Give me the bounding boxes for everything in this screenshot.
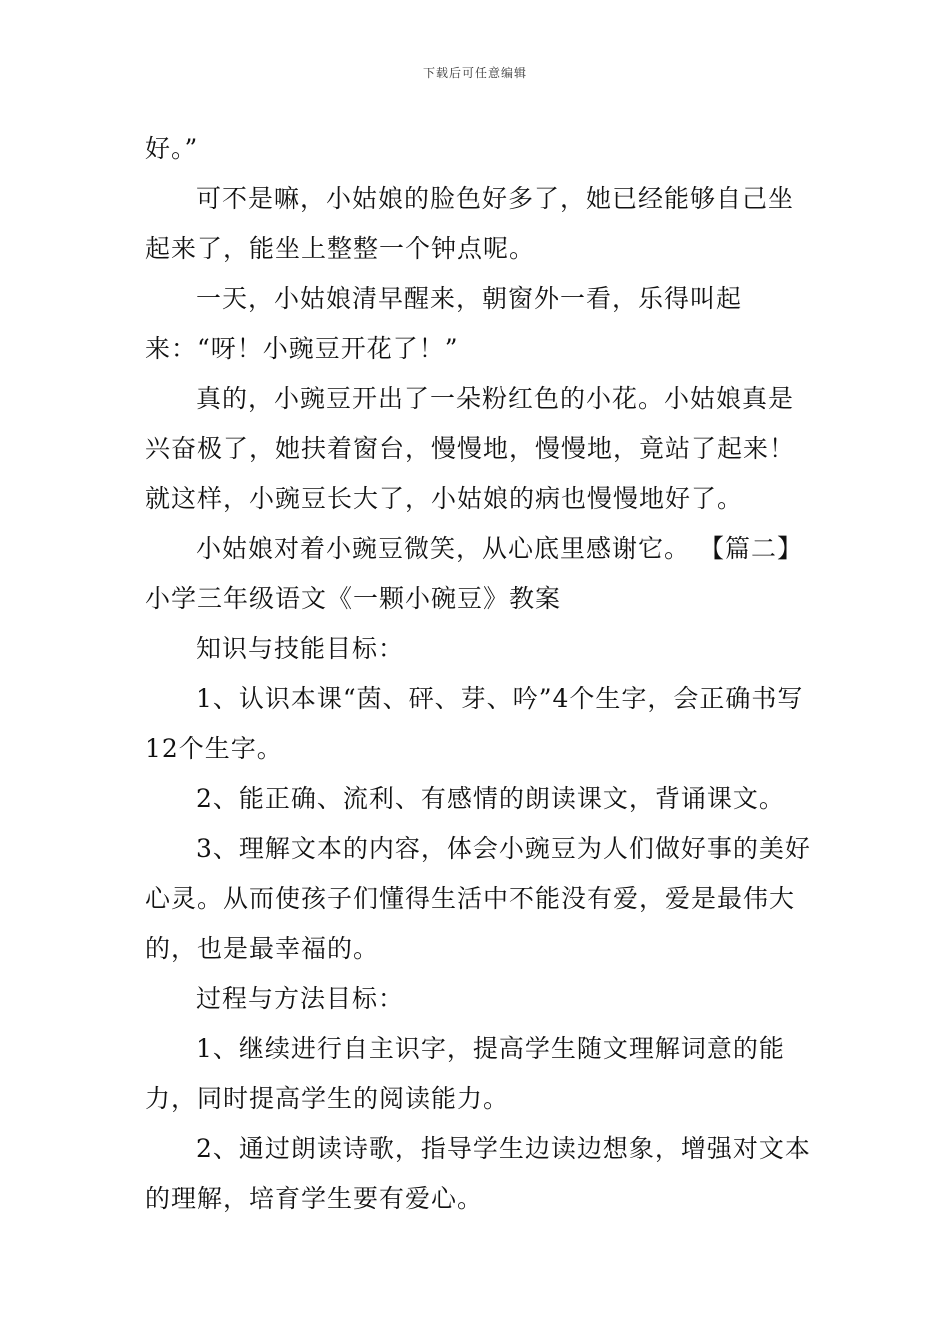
document-body xyxy=(145,124,815,1224)
paragraph: 好。” xyxy=(145,134,199,163)
list-item: 1、认识本课“茵、砰、芽、吟”4个生字，会正确书写12个生字。 xyxy=(145,684,804,763)
section-heading: 知识与技能目标： xyxy=(196,634,405,663)
list-item: 2、通过朗读诗歌，指导学生边读边想象，增强对文本的理解，培育学生要有爱心。 xyxy=(145,1134,811,1213)
paragraph: 可不是嘛，小姑娘的脸色好多了，她已经能够自己坐起来了，能坐上整整一个钟点呢。 xyxy=(145,184,795,263)
paragraph: 一天，小姑娘清早醒来，朝窗外一看，乐得叫起来：“呀！小豌豆开花了！” xyxy=(145,284,743,363)
list-item: 2、能正确、流利、有感情的朗读课文，背诵课文。 xyxy=(196,784,785,813)
paragraph: 真的，小豌豆开出了一朵粉红色的小花。小姑娘真是兴奋极了，她扶着窗台，慢慢地，慢慢地，竟站了起来！就这样，小豌豆长大了，小姑娘的病也慢慢地好了。 xyxy=(145,384,796,513)
list-item: 1、继续进行自主识字，提高学生随文理解词意的能力，同时提高学生的阅读能力。 xyxy=(145,1034,785,1113)
section-heading: 过程与方法目标： xyxy=(196,984,405,1013)
list-item: 3、理解文本的内容，体会小豌豆为人们做好事的美好心灵。从而使孩子们懂得生活中不能没有爱，爱是最伟大的，也是最幸福的。 xyxy=(145,834,811,963)
paragraph: 小姑娘对着小豌豆微笑，从心底里感谢它。 【篇二】小学三年级语文《一颗小碗豆》教案 xyxy=(145,534,803,613)
page-header: 下载后可任意编辑 xyxy=(422,66,527,80)
